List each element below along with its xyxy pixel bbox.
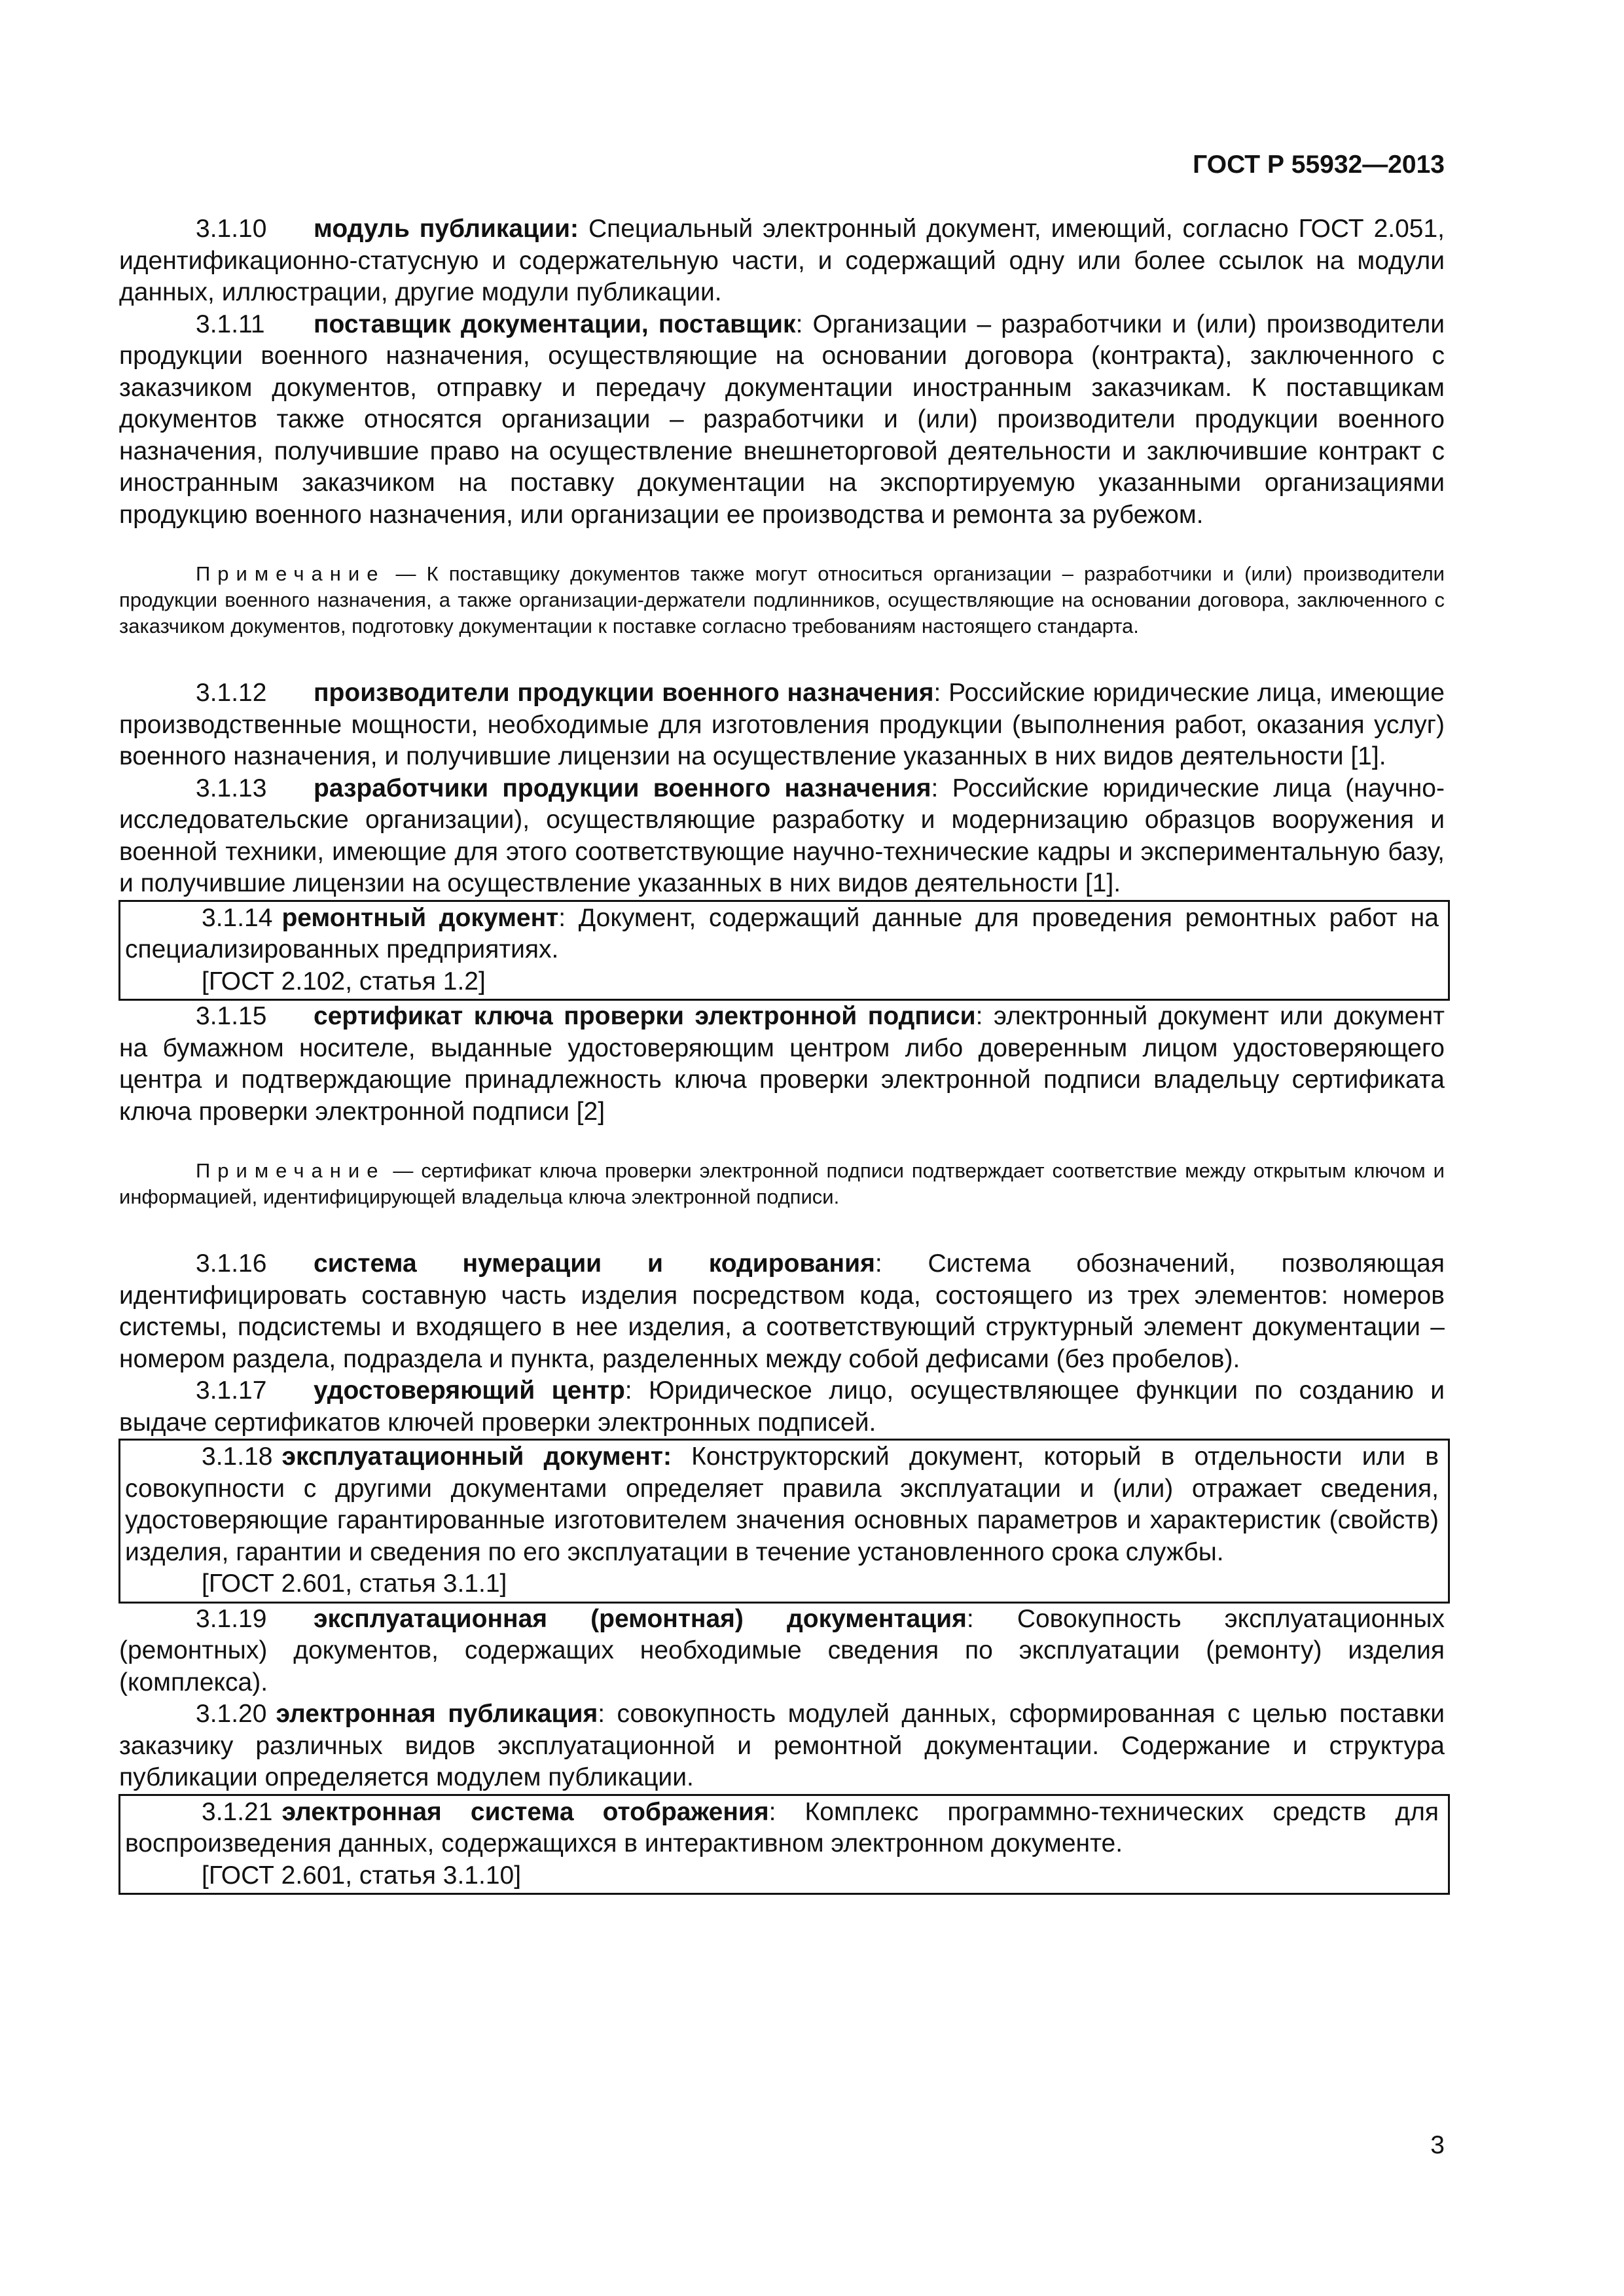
definition-number: 3.1.20 <box>196 1700 267 1728</box>
definition-text: : Документ, содержащий данные для проведения ремонтных работ на специализированных предприятиях. <box>125 903 1439 963</box>
definition-3-1-21 <box>125 1797 1439 1860</box>
definition-term: электронная публикация <box>276 1700 598 1728</box>
note-text: К поставщику документов также могут относиться организации – разработчики и (или) производители продукции военного назначения, а также организации-держатели подлинников, осуществляющие на основании договора, заключенного с заказчиком документов, подготовку документации к поставке согласно требованиям настоящего стандарта. <box>119 562 1445 637</box>
definition-3-1-11 <box>119 309 1445 531</box>
definition-3-1-10 <box>119 213 1445 309</box>
definition-number: 3.1.14 <box>202 903 273 932</box>
definition-term: ремонтный документ <box>281 903 559 932</box>
definition-3-1-15 <box>119 1001 1445 1128</box>
standard-designation: ГОСТ Р 55932—2013 <box>1193 151 1445 179</box>
definition-text: : совокупность модулей данных, сформированная с целью поставки заказчику различных видов эксплуатационной и ремонтной документации. Содержание и структура публикации определяется модулем публикации. <box>119 1700 1445 1791</box>
definition-term: разработчики продукции военного назначения <box>314 774 931 802</box>
definition-term: эксплуатационный документ: <box>281 1443 672 1471</box>
definition-term: электронная система отображения <box>281 1797 769 1826</box>
definition-3-1-20 <box>119 1698 1445 1794</box>
boxed-definition-3-1-18 <box>118 1439 1450 1604</box>
definition-number: 3.1.15 <box>196 1002 267 1030</box>
definition-number: 3.1.12 <box>196 679 267 707</box>
definitions-section <box>119 213 1445 1895</box>
definition-3-1-19 <box>119 1604 1445 1699</box>
definition-term: удостоверяющий центр <box>314 1376 625 1405</box>
note-label: Примечание <box>196 1159 386 1182</box>
definition-3-1-18 <box>125 1441 1439 1568</box>
definition-text: : Организации – разработчики и (или) производители продукции военного назначения, осуществляющие на основании договора (контракта), заключенного с заказчиком документов, отправку и передачу документации иностранным заказчикам. К поставщикам документов также относятся организации – разработчики и (или) производители продукции военного назначения, получившие право на осуществление внешнеторговой деятельности и заключившие контракт с иностранным заказчиком на поставку документации на экспортируемую указанными организациями продукцию военного назначения, или организации ее производства и ремонта за рубежом. <box>119 310 1445 529</box>
note-certificate <box>119 1158 1445 1210</box>
definition-3-1-17 <box>119 1375 1445 1439</box>
definition-text: : Юридическое лицо, осуществляющее функции по созданию и выдаче сертификатов ключей проверки электронных подписей. <box>119 1376 1445 1437</box>
definition-number: 3.1.18 <box>202 1443 273 1471</box>
definition-3-1-13 <box>119 773 1445 900</box>
note-dash: — <box>393 1159 414 1182</box>
boxed-definition-3-1-21 <box>118 1794 1450 1895</box>
definition-text: : Российские юридические лица, имеющие производственные мощности, необходимые для изготовления продукции (выполнения работ, оказания услуг) военного назначения, и получившие лицензии на осуществление указанных в них видов деятельности [1]. <box>119 679 1445 770</box>
definition-text: : электронный документ или документ на бумажном носителе, выданные удостоверяющим центром либо доверенным лицом удостоверяющего центра и подтверждающие принадлежность ключа проверки электронной подписи владельцу сертификата ключа проверки электронной подписи [2] <box>119 1002 1445 1126</box>
definition-term: поставщик документации, поставщик <box>314 310 796 338</box>
note-label: Примечание <box>196 562 386 585</box>
definition-term: сертификат ключа проверки электронной подписи <box>314 1002 976 1030</box>
definition-term: производители продукции военного назначения <box>314 679 934 707</box>
note-dash: — <box>395 562 416 585</box>
definition-text: : Совокупность эксплуатационных (ремонтных) документов, содержащих необходимые сведения по эксплуатации (ремонту) изделия (комплекса). <box>119 1604 1445 1696</box>
definition-3-1-16 <box>119 1248 1445 1375</box>
definition-text: Конструкторский документ, который в отдельности или в совокупности с другими документами определяет правила эксплуатации и (или) отражает сведения, удостоверяющие гарантированные изготовителем значения основных параметров и характеристик (свойств) изделия, гарантии и сведения по его эксплуатации в течение установленного срока службы. <box>125 1443 1439 1566</box>
definition-3-1-14 <box>125 903 1439 966</box>
definition-text: : Система обозначений, позволяющая идентифицировать составную часть изделия посредством кода, состоящего из трех элементов: номеров системы, подсистемы и входящего в нее изделия, а соответствующий структурный элемент документации – номером раздела, подраздела и пункта, разделенных между собой дефисами (без пробелов). <box>119 1249 1445 1373</box>
note-suppliers <box>119 561 1445 639</box>
boxed-definition-3-1-14 <box>118 900 1450 1001</box>
definition-3-1-12 <box>119 677 1445 773</box>
definition-term: система нумерации и кодирования <box>314 1249 875 1278</box>
definition-term: модуль публикации: <box>314 215 579 243</box>
definition-number: 3.1.16 <box>196 1249 267 1278</box>
definition-number: 3.1.21 <box>202 1797 273 1826</box>
definition-text: : Российские юридические лица (научно-исследовательские организации), осуществляющие разработку и модернизацию образцов вооружения и военной техники, имеющие для этого соответствующие научно-технические кадры и экспериментальную базу, и получившие лицензии на осуществление указанных в них видов деятельности [1]. <box>119 774 1445 897</box>
definition-term: эксплуатационная (ремонтная) документация <box>314 1604 967 1633</box>
note-text: сертификат ключа проверки электронной подписи подтверждает соответствие между открытым ключом и информацией, идентифицирующей владельца ключа электронной подписи. <box>119 1159 1445 1208</box>
definition-number: 3.1.10 <box>196 215 267 243</box>
definition-number: 3.1.13 <box>196 774 267 802</box>
page-number: 3 <box>1430 2131 1445 2159</box>
source-reference: [ГОСТ 2.601, статья 3.1.1] <box>202 1570 507 1598</box>
definition-text: Специальный электронный документ, имеющий, согласно ГОСТ 2.051, идентификационно-статусную и содержательную части, и содержащий одну или более ссылок на модули данных, иллюстрации, другие модули публикации. <box>119 215 1445 306</box>
definition-number: 3.1.19 <box>196 1604 267 1633</box>
source-reference: [ГОСТ 2.102, статья 1.2] <box>202 967 486 996</box>
definition-number: 3.1.17 <box>196 1376 267 1405</box>
definition-text: : Комплекс программно-технических средств для воспроизведения данных, содержащихся в интерактивном электронном документе. <box>125 1797 1439 1857</box>
source-reference: [ГОСТ 2.601, статья 3.1.10] <box>202 1861 522 1890</box>
definition-number: 3.1.11 <box>196 310 265 338</box>
